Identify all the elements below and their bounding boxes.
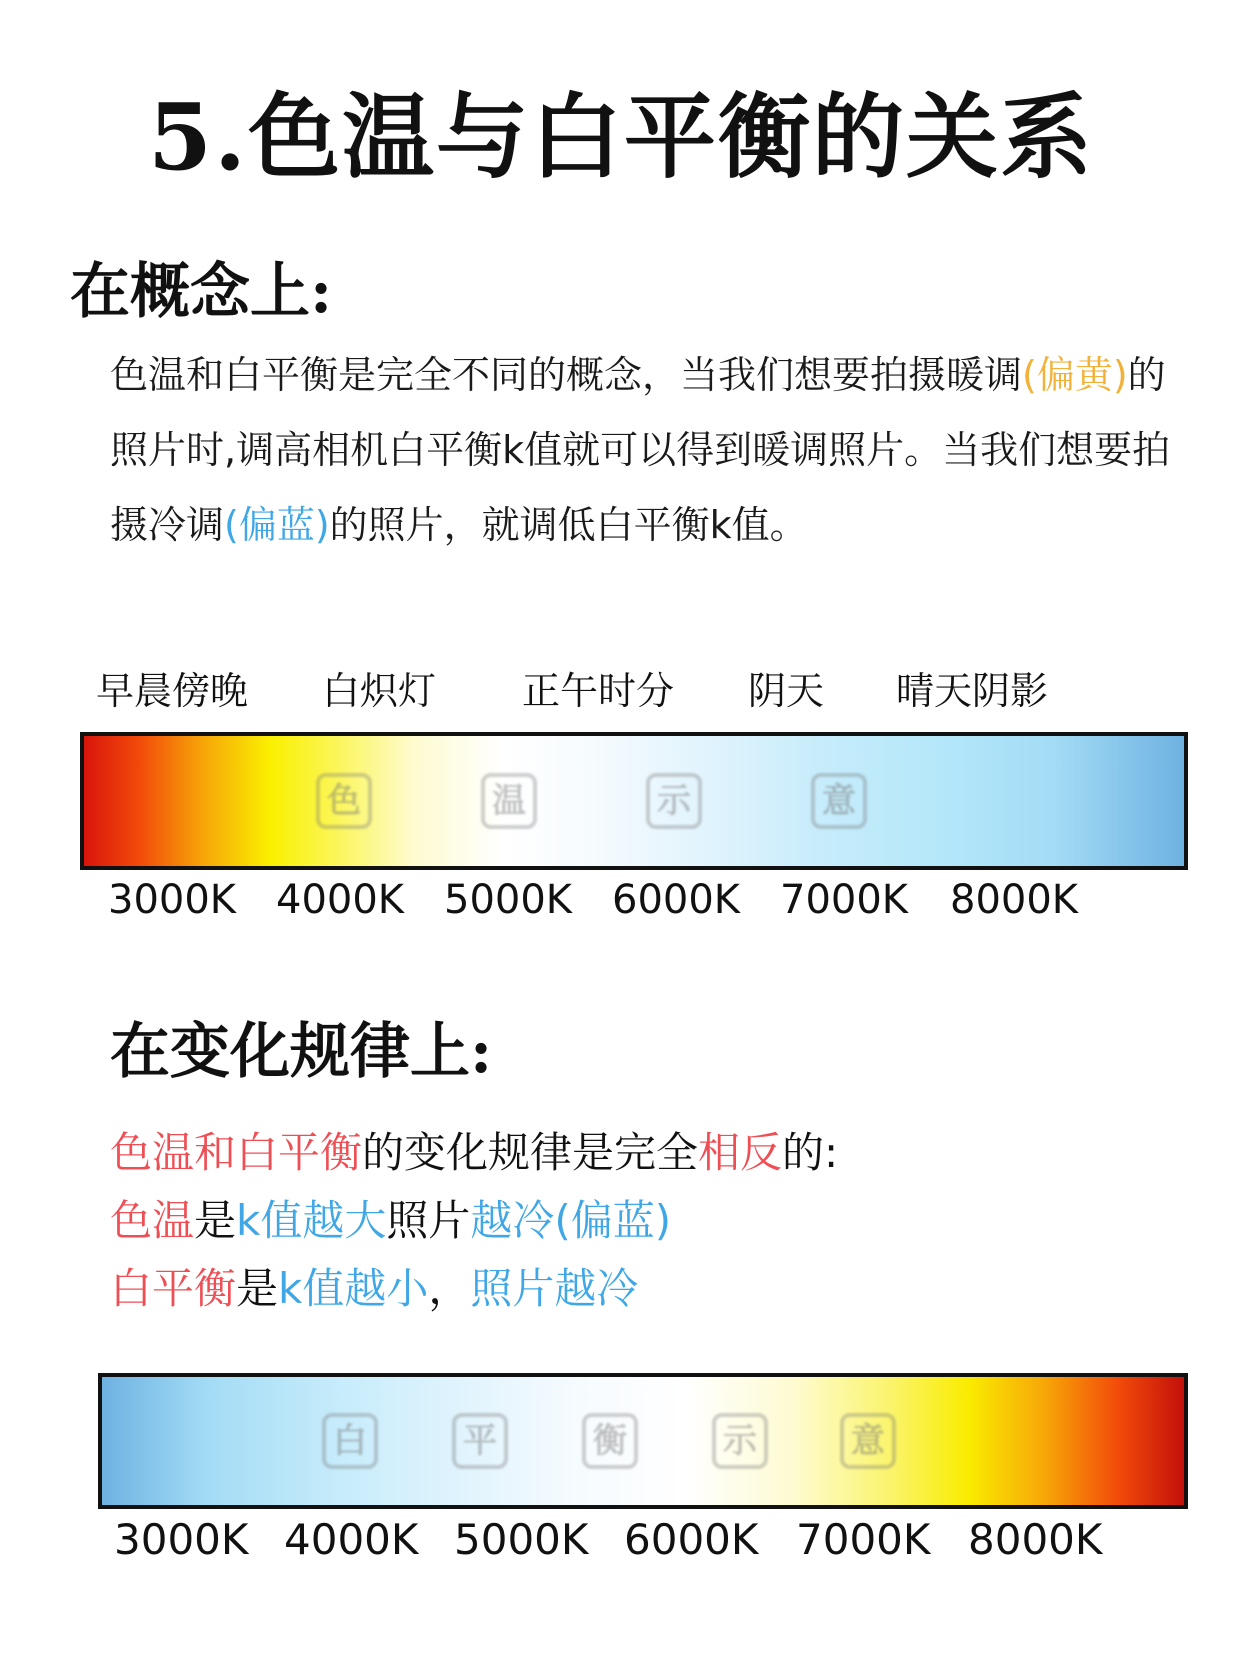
kelvin-label: 7000K	[796, 1515, 931, 1564]
kelvin-label: 4000K	[276, 877, 405, 923]
watermark-glyph: 白	[322, 1413, 378, 1469]
kelvin-label: 8000K	[968, 1515, 1103, 1564]
label-sunny-shade: 晴天阴影	[896, 669, 1049, 713]
section-heading-concept: 在概念上:	[70, 257, 333, 327]
watermark-glyph: 示	[712, 1413, 768, 1469]
kelvin-label: 4000K	[284, 1515, 419, 1564]
watermark-glyph: 温	[481, 773, 537, 829]
kelvin-label: 8000K	[950, 877, 1079, 923]
kelvin-scale-top	[0, 872, 1242, 928]
rule2-red: 色温	[110, 1196, 195, 1245]
kelvin-label: 6000K	[624, 1515, 759, 1564]
rule2-blue2: 越冷(偏蓝)	[470, 1196, 672, 1245]
paragraph-text-3: 的照片，就调低白平衡k值。	[329, 503, 808, 547]
watermark-glyph: 意	[840, 1413, 896, 1469]
kelvin-label: 5000K	[444, 877, 573, 923]
rule2-plain2: 照片	[386, 1196, 471, 1245]
label-overcast: 阴天	[748, 669, 825, 713]
cool-tag: (偏蓝)	[224, 503, 330, 547]
concept-paragraph	[110, 338, 1190, 563]
rule1-red: 色温和白平衡	[110, 1128, 363, 1177]
rule-line-color-temp	[110, 1190, 671, 1252]
label-incandescent: 白炽灯	[322, 669, 437, 713]
kelvin-label: 6000K	[612, 877, 741, 923]
paragraph-text-2: 的照片时,调高相机白平衡k值就可以得到暖调照片。当我们想要拍摄冷调	[110, 353, 1171, 547]
kelvin-scale-bottom	[0, 1512, 1242, 1568]
kelvin-label: 5000K	[454, 1515, 589, 1564]
rule1-red2: 相反	[698, 1128, 783, 1177]
watermark-glyph: 意	[811, 773, 867, 829]
watermark-glyph: 衡	[582, 1413, 638, 1469]
rule3-blue: k值越小	[278, 1264, 429, 1313]
label-morning-evening: 早晨傍晚	[96, 669, 249, 713]
rule2-blue: k值越大	[236, 1196, 387, 1245]
white-balance-bar	[98, 1373, 1188, 1509]
paragraph-text-1: 色温和白平衡是完全不同的概念，当我们想要拍摄暖调	[110, 353, 1023, 397]
kelvin-label: 7000K	[780, 877, 909, 923]
page-title: 5.色温与白平衡的关系	[147, 83, 1095, 191]
color-temperature-bar	[80, 732, 1188, 870]
kelvin-label: 3000K	[114, 1515, 249, 1564]
watermark-glyph: 示	[646, 773, 702, 829]
rule1-plain: 的变化规律是完全	[362, 1128, 699, 1177]
watermark-glyph: 平	[452, 1413, 508, 1469]
rule3-plain: 是	[236, 1264, 279, 1313]
rule3-plain2: ，	[428, 1264, 471, 1313]
rule-line-opposite	[110, 1122, 838, 1184]
warm-tag: (偏黄)	[1022, 353, 1128, 397]
rule2-plain: 是	[194, 1196, 237, 1245]
rule-line-white-balance	[110, 1258, 638, 1320]
section-heading-pattern: 在变化规律上:	[110, 1017, 493, 1087]
watermark-glyph: 色	[316, 773, 372, 829]
label-noon: 正午时分	[522, 669, 675, 713]
light-source-labels	[0, 666, 1242, 722]
rule1-plain2: 的:	[782, 1128, 839, 1177]
kelvin-label: 3000K	[108, 877, 237, 923]
rule3-blue2: 照片越冷	[470, 1264, 639, 1313]
rule3-red: 白平衡	[110, 1264, 237, 1313]
